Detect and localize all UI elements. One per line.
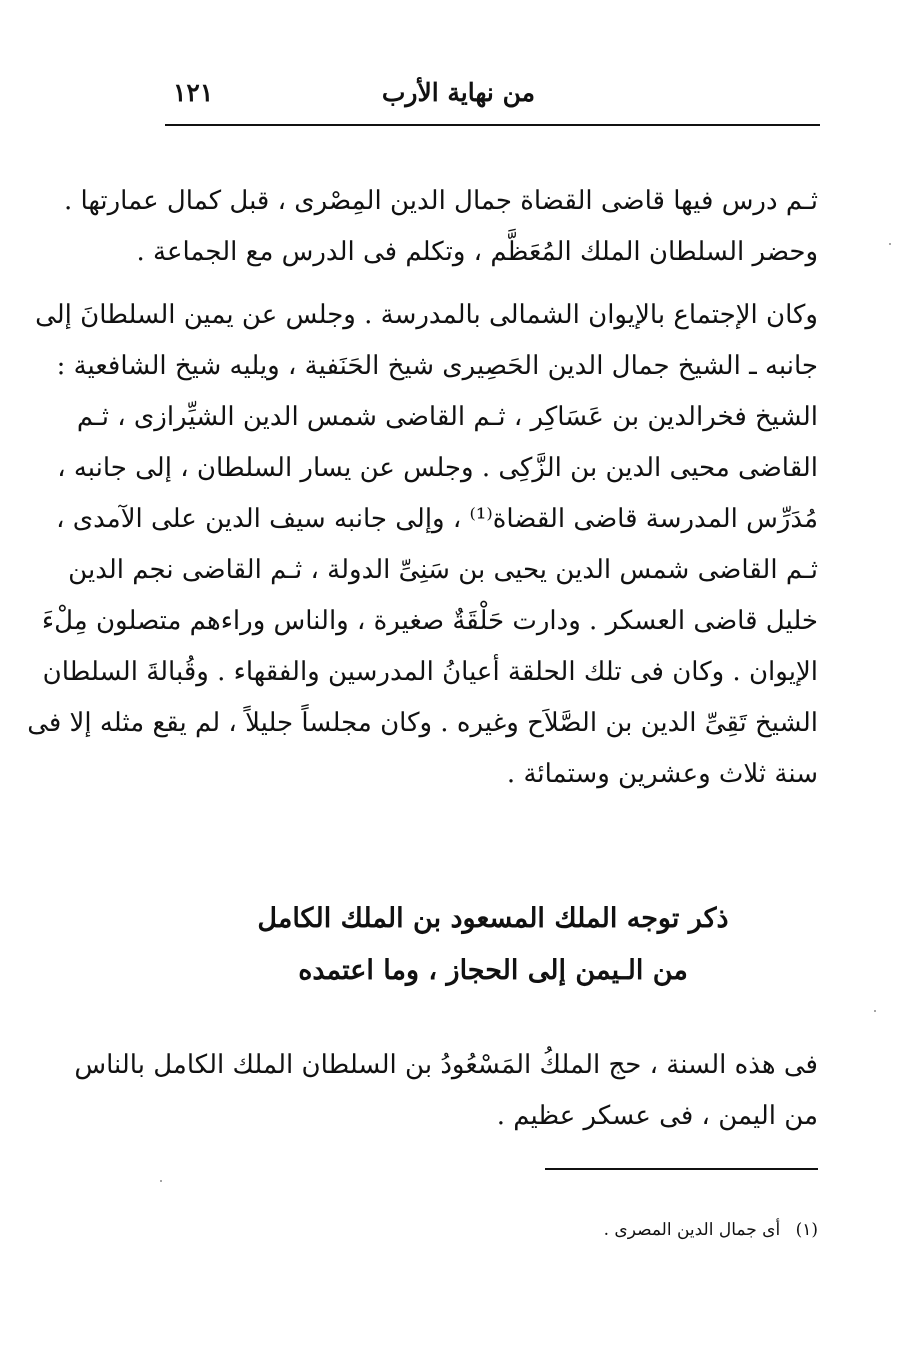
text-line: الشيخ تَقِىِّ الدين بن الصَّلاَح وغيره . وكان مجلساً جليلاً ، لم يقع مثله إلا فى bbox=[27, 708, 818, 738]
paragraph-2 bbox=[27, 290, 818, 800]
footnote bbox=[545, 1218, 818, 1242]
text-line: من اليمن ، فى عسكر عظيم . bbox=[496, 1101, 818, 1131]
text-line: وكان الإجتماع بالإيوان الشمالى بالمدرسة . وجلس عن يمين السلطانَ إلى bbox=[35, 300, 818, 330]
page-number: ١٢١ bbox=[173, 78, 214, 107]
print-speck bbox=[160, 1180, 162, 1182]
text-line: ثـم درس فيها قاضى القضاة جمال الدين المِصْرى ، قبل كمال عمارتها . bbox=[63, 186, 818, 216]
paragraph-1 bbox=[63, 176, 818, 278]
paragraph-3 bbox=[74, 1040, 818, 1142]
text-line: الشيخ فخرالدين بن عَسَاكِر ، ثـم القاضى شمس الدين الشيِّرازى ، ثـم bbox=[76, 402, 818, 432]
footnote-rule bbox=[545, 1168, 818, 1170]
text-line: وحضر السلطان الملك المُعَظَّم ، وتكلم فى الدرس مع الجماعة . bbox=[136, 237, 818, 267]
section-heading-line-2: من الـيمن إلى الحجاز ، وما اعتمده bbox=[298, 955, 688, 986]
page-header bbox=[165, 78, 820, 118]
text-line: الإيوان . وكان فى تلك الحلقة أعيانُ المدرسين والفقهاء . وقُبالةَ السلطان bbox=[42, 657, 818, 687]
text-line: جانبه ـ الشيخ جمال الدين الحَصِيرى شيخ الحَنَفية ، ويليه شيخ الشافعية : bbox=[56, 351, 818, 381]
text-line: ثـم القاضى شمس الدين يحيى بن سَنِىِّ الدولة ، ثـم القاضى نجم الدين bbox=[68, 555, 818, 585]
header-rule bbox=[165, 124, 820, 126]
footnote-marker: (١) bbox=[795, 1220, 818, 1240]
text-line: سنة ثلاث وعشرين وستمائة . bbox=[506, 759, 818, 789]
text-line: فى هذه السنة ، حج الملكُ المَسْعُودُ بن السلطان الملك الكامل بالناس bbox=[74, 1050, 818, 1080]
section-heading-line-1: ذكر توجه الملك المسعود بن الملك الكامل bbox=[257, 903, 729, 934]
text-line: القاضى محيى الدين بن الزَّكِى . وجلس عن يسار السلطان ، إلى جانبه ، bbox=[57, 453, 818, 483]
print-speck bbox=[889, 243, 891, 245]
text-line: خليل قاضى العسكر . ودارت حَلْقَةٌ صغيرة ، والناس وراءهم متصلون مِلْءَ bbox=[41, 606, 818, 636]
footnote-text: أى جمال الدين المصرى . bbox=[603, 1220, 781, 1240]
print-speck bbox=[874, 1010, 876, 1012]
text-line: مُدَرِّس المدرسة قاضى القضاة⁽¹⁾ ، وإلى جانبه سيف الدين على الآمدى ، bbox=[56, 504, 818, 534]
running-title: من نهاية الأرب bbox=[381, 78, 535, 107]
